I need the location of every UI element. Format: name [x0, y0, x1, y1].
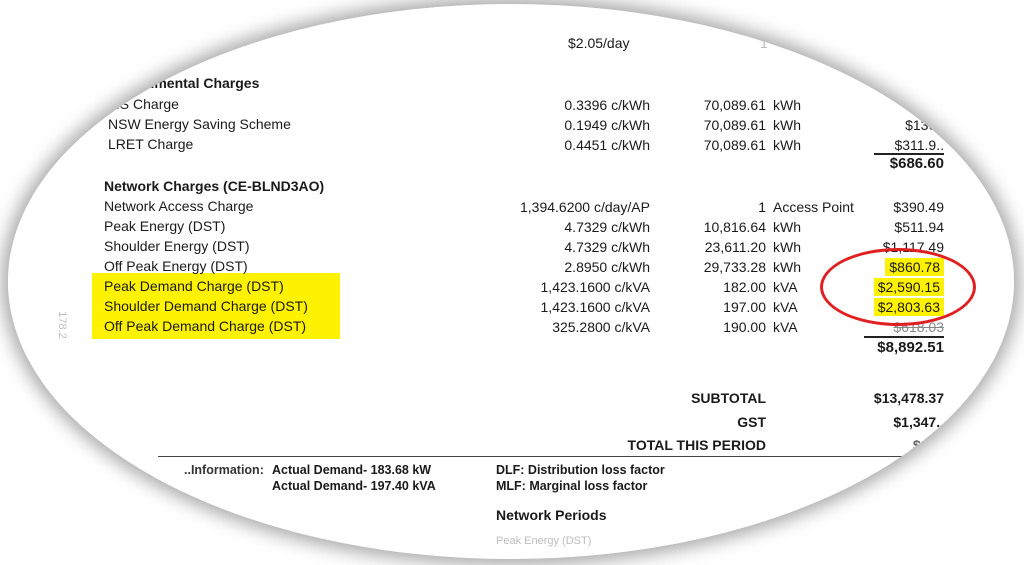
- subtotal-label: SUBTOTAL: [691, 390, 766, 406]
- row-unit: kWh: [773, 259, 801, 275]
- total-label: TOTAL THIS PERIOD: [627, 437, 766, 453]
- row-qty: 23,611.20: [704, 239, 766, 255]
- red-circle-annotation: [820, 248, 976, 326]
- row-qty: 1: [758, 199, 766, 215]
- subtotal-rule: [864, 336, 944, 338]
- total-value: $14..: [912, 437, 944, 453]
- row-amount: $2,590.15: [874, 278, 944, 296]
- row-unit: kVA: [773, 319, 798, 335]
- mlf-note: MLF: Marginal loss factor: [496, 479, 648, 493]
- row-label: ..S Charge: [112, 96, 179, 112]
- network-periods-heading: Network Periods: [496, 507, 607, 523]
- row-label: Peak Energy (DST): [104, 218, 226, 234]
- row-amount: $2..: [920, 97, 944, 113]
- row-unit: kWh: [773, 97, 801, 113]
- row-label: Shoulder Demand Charge (DST): [104, 298, 308, 314]
- dlf-note: DLF: Distribution loss factor: [496, 463, 665, 477]
- actual-demand-kw: Actual Demand- 183.68 kW: [272, 463, 432, 477]
- previous-section-heading: ..ges: [246, 11, 277, 27]
- row-rate: 4.7329 c/kWh: [564, 219, 650, 235]
- row-unit: kWh: [773, 137, 801, 153]
- row-unit: Access Point: [773, 199, 854, 215]
- row-amount: $1,117.49: [882, 239, 944, 255]
- row-rate: 4.7329 c/kWh: [564, 239, 650, 255]
- row-unit: kWh: [773, 117, 801, 133]
- row-qty: 70,089.61: [703, 117, 766, 133]
- row-qty: 182.00: [723, 279, 766, 295]
- row-qty: 10,816.64: [703, 219, 766, 235]
- row-rate: 325.2800 c/kVA: [552, 319, 650, 335]
- daily-rate: $2.05/day: [568, 35, 630, 51]
- actual-demand-kva: Actual Demand- 197.40 kVA: [272, 479, 436, 493]
- magnifier-lens: [8, 4, 1014, 559]
- row-amount: $511.94: [894, 219, 944, 235]
- invoice-document: [8, 4, 1014, 559]
- row-rate: 1,394.6200 c/day/AP: [520, 199, 650, 215]
- gst-value: $1,347..: [893, 414, 944, 430]
- row-rate: 0.3396 c/kWh: [564, 97, 650, 113]
- row-amount: $136..: [905, 117, 944, 133]
- environmental-subtotal: $686.60: [889, 155, 944, 172]
- row-amount: $618.03: [893, 319, 944, 335]
- row-qty: 70,089.61: [703, 137, 766, 153]
- network-periods-row: Peak Energy (DST): [496, 535, 592, 547]
- daily-qty: 1: [760, 35, 768, 51]
- row-amount: $311.9..: [894, 137, 944, 153]
- row-qty: 190.00: [723, 319, 766, 335]
- row-unit: kWh: [773, 219, 801, 235]
- row-rate: 0.4451 c/kWh: [564, 137, 650, 153]
- row-amount: $390.49: [893, 199, 944, 215]
- row-unit: kWh: [773, 239, 801, 255]
- row-label: Peak Demand Charge (DST): [104, 278, 284, 294]
- row-qty: 29,733.28: [703, 259, 766, 275]
- row-unit: kVA: [773, 299, 798, 315]
- network-heading: Network Charges (CE-BLND3AO): [104, 178, 325, 194]
- row-amount: $2,803.63: [874, 298, 944, 316]
- row-label: Off Peak Demand Charge (DST): [104, 318, 307, 334]
- row-label: NSW Energy Saving Scheme: [108, 116, 291, 132]
- subtotal-value: $13,478.37: [873, 390, 944, 406]
- row-amount: $860.78: [885, 258, 944, 276]
- row-rate: 0.1949 c/kWh: [564, 117, 650, 133]
- row-unit: kVA: [773, 279, 798, 295]
- row-qty: 70,089.61: [703, 97, 766, 113]
- side-margin-text: 178.2: [55, 311, 68, 339]
- environmental-heading: ..nmental Charges: [138, 75, 260, 91]
- row-label: LRET Charge: [108, 136, 194, 152]
- row-label: Shoulder Energy (DST): [104, 238, 250, 254]
- row-rate: 2.8950 c/kWh: [564, 259, 650, 275]
- row-label: Network Access Charge: [104, 198, 254, 214]
- gst-label: GST: [737, 414, 766, 430]
- info-label: ..Information:: [184, 463, 264, 477]
- network-subtotal: $8,892.51: [877, 339, 944, 356]
- totals-rule: [158, 456, 944, 457]
- row-qty: 197.00: [723, 299, 766, 315]
- row-label: Off Peak Energy (DST): [104, 258, 248, 274]
- row-rate: 1,423.1600 c/kVA: [540, 279, 650, 295]
- row-rate: 1,423.1600 c/kVA: [540, 299, 650, 315]
